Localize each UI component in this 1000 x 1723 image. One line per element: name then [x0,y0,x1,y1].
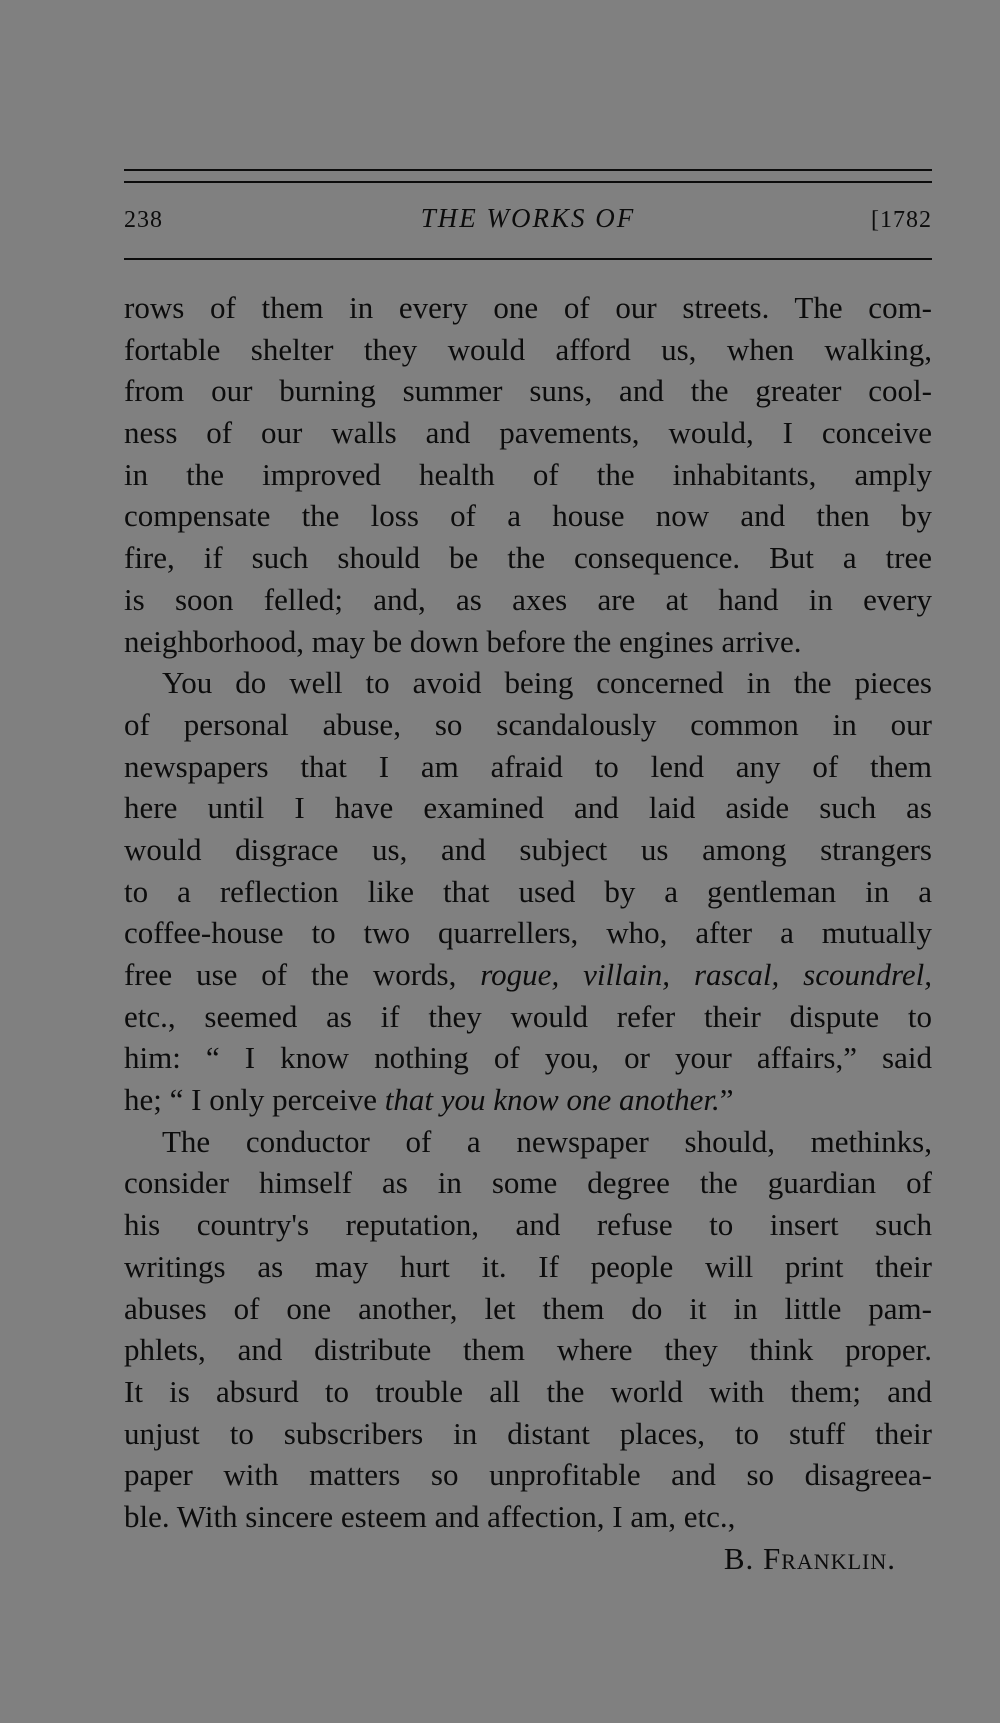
header-rule [124,258,932,260]
text-line: writings as may hurt it. If people will print their [124,1248,932,1284]
text-line: to a reflection like that used by a gentleman in a [124,873,932,909]
text-line: him: “ I know nothing of you, or your affairs,” said [124,1040,932,1076]
text-line: ness of our walls and pavements, would, I conceive [124,415,932,451]
text-line: The conductor of a newspaper should, methinks, [162,1123,932,1159]
text-line: phlets, and distribute them where they think proper. [124,1332,932,1368]
text-line: abuses of one another, let them do it in little pam- [124,1290,932,1326]
text-line: fortable shelter they would afford us, when walking, [124,331,932,367]
top-rule-secondary [124,181,932,183]
body-text [124,287,932,1579]
book-page [124,0,932,1723]
text-line: fire, if such should be the consequence. But a tree [124,540,932,576]
text-line: coffee-house to two quarrellers, who, after a mutually [124,915,932,951]
text-line: unjust to subscribers in distant places, to stuff their [124,1415,932,1451]
running-header [124,203,932,243]
page-number: 238 [124,207,163,233]
text-line-part: he; “ I only perceive [124,1082,385,1118]
text-line [124,954,932,996]
text-line: is soon felled; and, as axes are at hand in every [124,581,932,617]
text-line: would disgrace us, and subject us among strangers [124,831,932,867]
signature: B. Franklin. [723,1540,896,1576]
text-line: It is absurd to trouble all the world with them; and [124,1373,932,1409]
text-line: paper with matters so unprofitable and so disagreea- [124,1457,932,1493]
text-line: rows of them in every one of our streets. The com- [124,290,932,325]
running-title: THE WORKS OF [420,203,636,233]
text-line: of personal abuse, so scandalously common in our [124,706,932,742]
text-line: etc., seemed as if they would refer their dispute to [124,998,932,1034]
text-line-part: free use of the words, [124,957,481,992]
text-line: consider himself as in some degree the guardian of [124,1165,932,1201]
text-line: ble. With sincere esteem and affection, I am, etc., [124,1498,736,1534]
text-line: here until I have examined and laid aside such as [124,790,932,826]
text-line: in the improved health of the inhabitants, amply [124,456,932,492]
text-line: from our burning summer suns, and the greater cool- [124,373,932,409]
text-line: neighborhood, may be down before the engines arrive. [124,623,802,659]
year-marker: [1782 [871,207,932,233]
italic-words: that you know one another. [384,1082,720,1118]
text-line-part: ” [719,1082,734,1118]
text-line: his country's reputation, and refuse to insert such [124,1207,932,1243]
top-rule [124,169,932,171]
italic-words: rogue, villain, rascal, scoundrel, [480,957,932,992]
text-line: You do well to avoid being concerned in the pieces [162,665,932,701]
text-line: compensate the loss of a house now and then by [124,498,932,534]
text-line: newspapers that I am afraid to lend any of them [124,748,932,784]
text-line [124,1079,932,1121]
